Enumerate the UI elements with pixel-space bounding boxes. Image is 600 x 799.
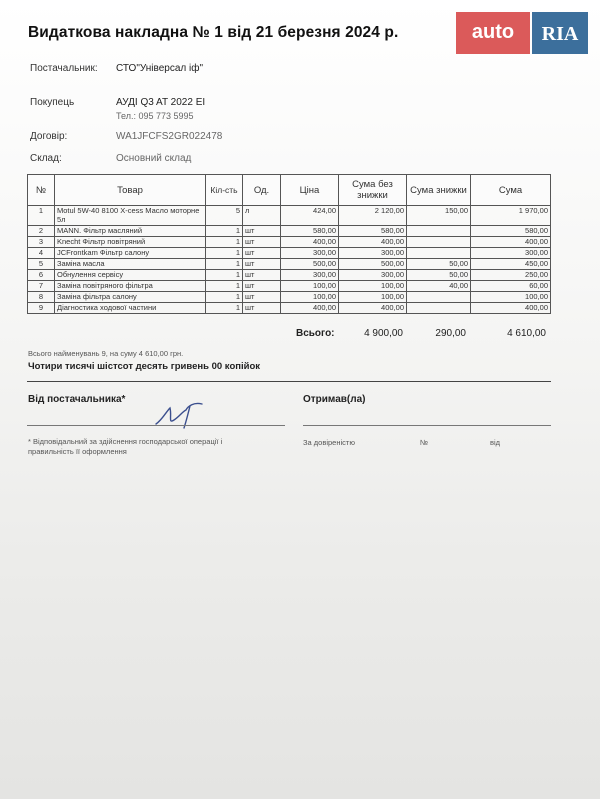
cell-number: 9 [28,303,55,314]
cell-unit: шт [243,237,281,248]
responsible-footnote: * Відповідальний за здійснення господарської операції і правильність її оформлення [28,437,223,456]
col-header-unit: Од. [243,175,281,206]
contract-value: WA1JFCFS2GR022478 [116,131,223,142]
signature-received-label: Отримав(ла) [303,394,366,405]
warehouse-label: Склад: [30,153,62,164]
contract-label: Договір: [30,131,68,142]
cell-price: 424,00 [281,206,339,226]
supplier-label: Постачальник: [30,63,98,74]
table-row [28,281,551,292]
cell-sum-no-discount: 100,00 [339,281,407,292]
autoria-watermark-logo [456,12,588,54]
table-row [28,270,551,281]
table-row [28,237,551,248]
table-row [28,292,551,303]
col-header-qty: Кіл-сть [206,175,243,206]
table-header-row [28,175,551,206]
cell-item: Заміна фільтра салону [55,292,206,303]
cell-discount [407,226,471,237]
cell-item: MANN. Фільтр масляний [55,226,206,237]
cell-unit: шт [243,303,281,314]
col-header-sum: Сума [471,175,551,206]
buyer-label: Покупець [30,97,75,108]
cell-sum: 60,00 [471,281,551,292]
cell-item: Обнулення сервісу [55,270,206,281]
cell-qty: 1 [206,237,243,248]
cell-number: 2 [28,226,55,237]
cell-qty: 1 [206,248,243,259]
cell-sum: 580,00 [471,226,551,237]
col-header-sum-no-discount: Сума без знижки [339,175,407,206]
cell-discount: 50,00 [407,259,471,270]
cell-number: 8 [28,292,55,303]
cell-price: 300,00 [281,248,339,259]
document-title: Видаткова накладна № 1 від 21 березня 2024 р. [28,24,399,41]
cell-sum: 250,00 [471,270,551,281]
cell-qty: 1 [206,303,243,314]
cell-unit: шт [243,248,281,259]
totals-label: Всього: [296,328,335,339]
cell-sum-no-discount: 100,00 [339,292,407,303]
col-header-number: № [28,175,55,206]
cell-sum-no-discount: 2 120,00 [339,206,407,226]
cell-sum: 400,00 [471,303,551,314]
totals-sum-no-discount: 4 900,00 [364,328,403,339]
amount-in-words: Чотири тисячі шістсот десять гривень 00 копійок [28,361,261,372]
cell-discount [407,292,471,303]
goods-table [27,174,551,314]
cell-sum-no-discount: 400,00 [339,237,407,248]
watermark-ria-text: RIA [532,12,588,54]
totals-discount: 290,00 [435,328,466,339]
signature-supplier-label: Від постачальника* [28,394,126,405]
cell-price: 100,00 [281,281,339,292]
cell-sum: 450,00 [471,259,551,270]
cell-price: 400,00 [281,303,339,314]
proxy-number-label: № [420,438,429,447]
col-header-item: Товар [55,175,206,206]
cell-item: Knecht Фільтр повітряний [55,237,206,248]
cell-discount: 40,00 [407,281,471,292]
cell-number: 3 [28,237,55,248]
divider-line [27,381,551,382]
cell-sum: 100,00 [471,292,551,303]
cell-qty: 1 [206,270,243,281]
warehouse-value: Основний склад [116,153,192,164]
supplier-signature-line [27,425,285,426]
cell-number: 6 [28,270,55,281]
cell-number: 1 [28,206,55,226]
cell-unit: шт [243,226,281,237]
cell-number: 4 [28,248,55,259]
cell-qty: 1 [206,292,243,303]
cell-price: 100,00 [281,292,339,303]
cell-sum: 300,00 [471,248,551,259]
supplier-value: СТО"Універсал іф" [116,63,204,74]
cell-number: 7 [28,281,55,292]
col-header-price: Ціна [281,175,339,206]
cell-sum-no-discount: 500,00 [339,259,407,270]
cell-qty: 5 [206,206,243,226]
cell-discount [407,303,471,314]
table-row [28,303,551,314]
col-header-discount: Сума знижки [407,175,471,206]
cell-qty: 1 [206,281,243,292]
receiver-signature-line [303,425,551,426]
cell-unit: шт [243,292,281,303]
cell-sum-no-discount: 300,00 [339,248,407,259]
table-row [28,259,551,270]
cell-sum: 400,00 [471,237,551,248]
cell-item: Motul 5W-40 8100 X-cess Масло моторне 5л [55,206,206,226]
cell-sum-no-discount: 400,00 [339,303,407,314]
cell-discount: 50,00 [407,270,471,281]
cell-number: 5 [28,259,55,270]
table-row [28,248,551,259]
supplier-signature-scribble [150,398,210,432]
table-row [28,226,551,237]
cell-sum: 1 970,00 [471,206,551,226]
cell-unit: шт [243,270,281,281]
cell-discount: 150,00 [407,206,471,226]
totals-sum: 4 610,00 [507,328,546,339]
cell-sum-no-discount: 580,00 [339,226,407,237]
cell-unit: шт [243,281,281,292]
buyer-phone: Тел.: 095 773 5995 [116,111,194,121]
cell-qty: 1 [206,259,243,270]
cell-item: Заміна масла [55,259,206,270]
buyer-value: АУДІ Q3 AT 2022 EI [116,97,206,108]
cell-item: Діагностика ходової частини [55,303,206,314]
cell-item: Заміна повітряного фільтра [55,281,206,292]
cell-qty: 1 [206,226,243,237]
proxy-label: За довіреністю [303,438,355,447]
proxy-date-label: від [490,438,501,447]
cell-price: 300,00 [281,270,339,281]
cell-discount [407,248,471,259]
table-row [28,206,551,226]
cell-price: 400,00 [281,237,339,248]
goods-table-body [28,206,551,314]
cell-price: 500,00 [281,259,339,270]
watermark-auto-text: auto [456,12,530,54]
cell-unit: л [243,206,281,226]
cell-sum-no-discount: 300,00 [339,270,407,281]
cell-item: JCFrontkam Фільтр салону [55,248,206,259]
cell-price: 580,00 [281,226,339,237]
summary-line: Всього найменувань 9, на суму 4 610,00 грн. [28,349,184,358]
cell-discount [407,237,471,248]
cell-unit: шт [243,259,281,270]
